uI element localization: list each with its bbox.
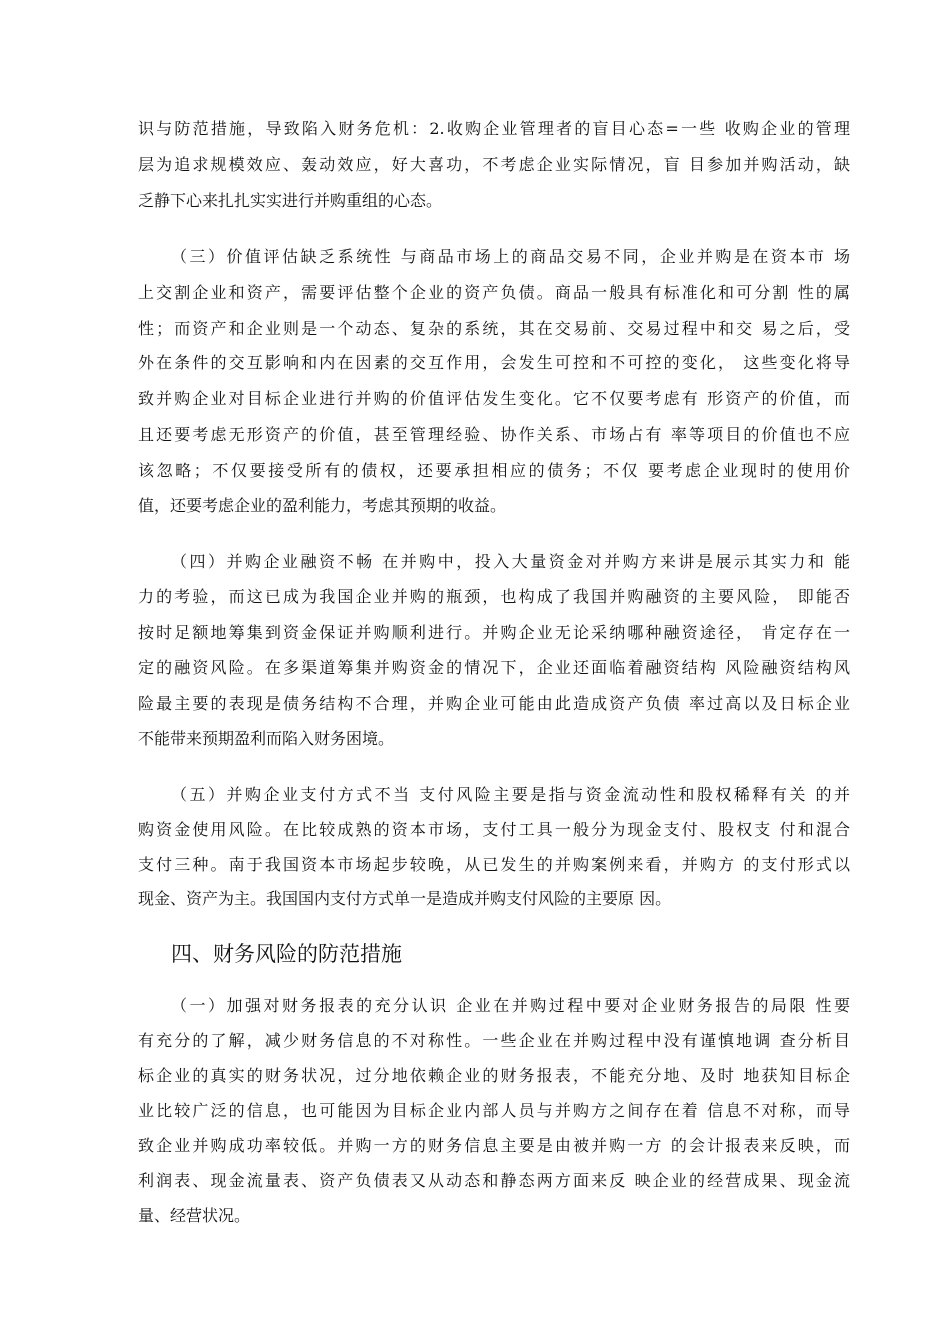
section-heading: 四、财务风险的防范措施 bbox=[171, 942, 402, 966]
text-line: 识与防范措施，导致陷入财务危机：2.收购企业管理者的盲目心态=一些 收购企业的管理 bbox=[138, 119, 850, 138]
text-line: 购资金使用风险。在比较成熟的资本市场，支付工具一般分为现金支付、股权支 付和混合 bbox=[138, 820, 850, 839]
text-line: （一）加强对财务报表的充分认识 企业在并购过程中要对企业财务报告的局限 性要 bbox=[171, 996, 850, 1015]
text-line: 利润表、现金流量表、资产负债表又从动态和静态两方面来反 映企业的经营成果、现金流 bbox=[138, 1171, 850, 1190]
text-line: 量、经营状况。 bbox=[138, 1206, 251, 1225]
text-line: 乏静下心来扎扎实实进行并购重组的心态。 bbox=[138, 191, 443, 210]
text-line: 致并购企业对目标企业进行并购的价值评估发生变化。它不仅要考虑有 形资产的价值，而 bbox=[138, 389, 850, 408]
text-line: 险最主要的表现是债务结构不合理，并购企业可能由此造成资产负债 率过高以及日标企业 bbox=[138, 694, 850, 713]
text-line: 力的考验，而这已成为我国企业并购的瓶颈，也构成了我国并购融资的主要风险， 即能否 bbox=[138, 587, 850, 606]
text-line: 上交割企业和资产，需要评估整个企业的资产负债。商品一般具有标准化和可分割 性的属 bbox=[138, 283, 850, 302]
text-line: 致企业并购成功率较低。并购一方的财务信息主要是由被并购一方 的会计报表来反映，而 bbox=[138, 1136, 850, 1155]
text-line: （五）并购企业支付方式不当 支付风险主要是指与资金流动性和股权稀释有关 的并 bbox=[171, 785, 850, 804]
text-line: 支付三种。南于我国资本市场起步较晚，从已发生的并购案例来看，并购方 的支付形式以 bbox=[138, 855, 850, 874]
text-line: 有充分的了解，减少财务信息的不对称性。一些企业在并购过程中没有谨慎地调 查分析目 bbox=[138, 1031, 850, 1050]
text-line: 该忽略；不仅要接受所有的债权，还要承担相应的债务；不仅 要考虑企业现时的使用价 bbox=[138, 461, 850, 480]
text-line: 性；而资产和企业则是一个动态、复杂的系统，其在交易前、交易过程中和交 易之后，受 bbox=[138, 319, 850, 338]
text-line: （四）并购企业融资不畅 在并购中，投入大量资金对并购方来讲是展示其实力和 能 bbox=[171, 552, 850, 571]
text-line: 现金、资产为主。我国国内支付方式单一是造成并购支付风险的主要原 因。 bbox=[138, 889, 672, 908]
text-line: 层为追求规模效应、轰动效应，好大喜功，不考虑企业实际情况，盲 目参加并购活动，缺 bbox=[138, 155, 850, 174]
text-line: 且还要考虑无形资产的价值，甚至管理经验、协作关系、市场占有 率等项目的价值也不应 bbox=[138, 425, 850, 444]
text-line: 标企业的真实的财务状况，过分地依赖企业的财务报表，不能充分地、及时 地获知目标企 bbox=[138, 1066, 850, 1085]
text-line: 业比较广泛的信息，也可能因为目标企业内部人员与并购方之间存在着 信息不对称，而导 bbox=[138, 1101, 850, 1120]
text-line: 外在条件的交互影响和内在因素的交互作用，会发生可控和不可控的变化， 这些变化将导 bbox=[138, 353, 850, 372]
text-line: 按时足额地筹集到资金保证并购顺利进行。并购企业无论采纳哪种融资途径， 肯定存在一 bbox=[138, 623, 850, 642]
text-line: 值，还要考虑企业的盈利能力，考虑其预期的收益。 bbox=[138, 496, 507, 515]
text-line: 定的融资风险。在多渠道筹集并购资金的情况下，企业还面临着融资结构 风险融资结构风 bbox=[138, 658, 850, 677]
text-line: 不能带来预期盈利而陷入财务困境。 bbox=[138, 729, 395, 748]
text-line: （三）价值评估缺乏系统性 与商品市场上的商品交易不同，企业并购是在资本市 场 bbox=[171, 247, 850, 266]
